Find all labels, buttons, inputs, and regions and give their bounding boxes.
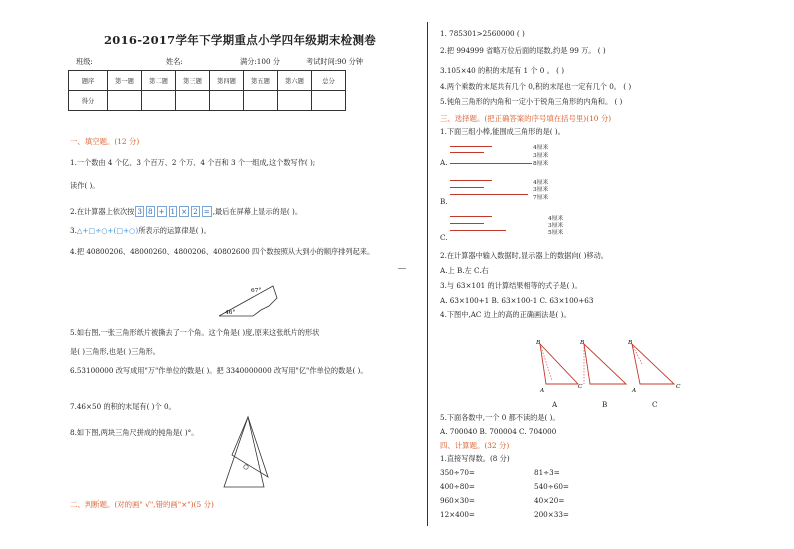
choice-5-options: A. 700040 B. 700004 C. 704000 [440, 427, 557, 436]
choice-2-options: A.上 B.左 C.右 [440, 266, 489, 275]
class-label: 班级: [76, 57, 93, 66]
question-3-suffix: 所表示的运算律是( )。 [138, 226, 211, 235]
choice-1-option-b: B. [440, 197, 448, 206]
section-3-header: 三、选择题。(把正确答案的序号填在括号里)(10 分) [440, 114, 612, 123]
exam-time: 考试时间:90 分钟 [306, 57, 363, 66]
choice-2: 2.在计算器中输入数据时,显示器上的数据向( )移动。 [440, 251, 608, 260]
stick [450, 152, 484, 153]
vertex-label: B [628, 340, 633, 346]
stick [450, 180, 492, 181]
stick [450, 187, 484, 188]
vertex-label: B [536, 340, 541, 346]
table-header-cell: 第三题 [176, 71, 210, 91]
table-header-cell: 第四题 [210, 71, 244, 91]
set-squares-figure [218, 415, 274, 495]
calc-key: 3 [137, 207, 142, 216]
calc-item: 350÷70= [440, 468, 475, 477]
calc-item: 400÷80= [440, 482, 475, 491]
stick-label: 3厘米 [548, 223, 564, 229]
section-4-header: 四、计算题。(32 分) [440, 441, 510, 450]
question-1-line-2: 读作( )。 [70, 181, 100, 190]
stick [450, 230, 506, 231]
choice-1-option-c: C. [440, 233, 448, 242]
triangle-1 [540, 344, 578, 384]
stick-label: 8厘米 [533, 161, 549, 167]
stick-label: 4厘米 [548, 216, 564, 222]
question-7: 7.46×50 的积的末尾有( )个 0。 [70, 402, 176, 411]
vertex-label: A [632, 388, 637, 394]
question-8: 8.如下图,两块三角尺拼成的钝角是( )°。 [70, 428, 199, 437]
stick-label: 3厘米 [533, 187, 549, 193]
table-header-cell: 第五题 [244, 71, 278, 91]
vertex-label: A [540, 388, 545, 394]
stick-label: 4厘米 [533, 180, 549, 186]
calc-item: 40×20= [534, 496, 565, 505]
table-header-cell: 第二题 [142, 71, 176, 91]
page-title: 2016-2017学年下学期重点小学四年级期末检测卷 [104, 33, 377, 47]
score-cell[interactable] [244, 91, 278, 111]
question-2 [70, 206, 302, 217]
question-2-suffix: ,最后在屏幕上显示的是( )。 [212, 207, 303, 216]
score-table-header-row [69, 71, 346, 91]
calc-key: 1 [170, 207, 176, 216]
choice-4-option-a: A [552, 400, 558, 409]
stick-label: 4厘米 [533, 145, 549, 151]
stick [450, 194, 528, 195]
full-score: 满分:100 分 [240, 57, 280, 66]
table-header-cell: 第一题 [108, 71, 142, 91]
triangles-figure [530, 336, 690, 394]
score-table [68, 70, 346, 111]
choice-3-options: A. 63×100+1 B. 63×100-1 C. 63×100+63 [440, 296, 594, 305]
vertex-label: B [580, 340, 585, 346]
hole-circle [244, 465, 248, 469]
page-divider [427, 22, 428, 526]
triangle-3 [632, 344, 674, 384]
stick-label: 3厘米 [533, 153, 549, 159]
question-6: 6.53100000 改写成用"万"作单位的数是( )。把 3340000000 改写用"亿"作单位的数是( )。 [70, 366, 368, 375]
stick-label: 5厘米 [548, 230, 564, 236]
law-symbols: △+□÷○+(□+○) [76, 226, 139, 235]
height-line-3 [632, 344, 642, 364]
choice-3: 3.与 63×101 的计算结果相等的式子是( )。 [440, 281, 582, 290]
judge-2: 2.把 994999 省略万位后面的尾数,约是 99 万。 ( ) [440, 46, 606, 55]
stick [450, 216, 492, 217]
calc-item: 12×400= [440, 510, 475, 519]
torn-triangle-figure [215, 276, 285, 322]
choice-4: 4.下图中,AC 边上的高的正确画法是( )。 [440, 310, 571, 319]
calc-1-title: 1.直接写得数。(8 分) [440, 454, 510, 463]
score-cell[interactable] [176, 91, 210, 111]
choice-4-option-b: B [602, 400, 608, 409]
name-label: 姓名: [166, 57, 183, 66]
score-cell[interactable] [142, 91, 176, 111]
question-2-prefix: 2.在计算器上依次按 [70, 207, 135, 216]
table-header-cell: 题序 [69, 71, 108, 91]
angle-46-label: 46° [225, 310, 236, 316]
question-1-line-1: 1.一个数由 4 个亿、3 个百万、2 个万、4 个百和 3 个一组成,这个数写作( ); [70, 158, 316, 167]
calc-item: 200×33= [534, 510, 569, 519]
choice-4-option-c: C [652, 400, 658, 409]
choice-5: 5.下面各数中,一个 0 都不读的是( )。 [440, 413, 560, 422]
angle-67-label: 67° [251, 288, 262, 294]
table-header-cell: 第六题 [278, 71, 312, 91]
height-line-1 [540, 344, 552, 380]
score-cell[interactable] [210, 91, 244, 111]
calc-key: 2 [193, 207, 198, 216]
section-1-header: 一、填空题。(12 分) [70, 137, 140, 146]
calc-key: + [158, 207, 165, 216]
divider [398, 268, 406, 269]
question-5-line-2: 是( )三角形,也是( )三角形。 [70, 347, 160, 356]
judge-3: 3.105×40 的积的末尾有 1 个 0 。 ( ) [440, 66, 564, 75]
score-table-row [69, 91, 346, 111]
score-cell[interactable] [108, 91, 142, 111]
stick [450, 146, 492, 147]
choice-1-option-a: A. [440, 158, 448, 167]
vertex-label: C [578, 384, 583, 390]
calc-key: 8 [147, 207, 153, 216]
section-2-header: 二、判断题。(对的画" √",错的画"×")(5 分) [70, 500, 214, 509]
score-cell[interactable] [312, 91, 346, 111]
calc-item: 960×30= [440, 496, 475, 505]
calc-item: 81÷3= [534, 468, 560, 477]
table-header-cell: 总分 [312, 71, 346, 91]
question-3 [70, 226, 211, 236]
stick [450, 163, 532, 164]
question-5-line-1: 5.如右图,一张三角形纸片被撕去了一个角。这个角是( )度,原来这张纸片的形状 [70, 328, 320, 337]
calc-key: × [181, 207, 188, 216]
calc-key: = [203, 207, 210, 216]
judge-5: 5.钝角三角形的内角和一定小于锐角三角形的内角和。 ( ) [440, 97, 623, 106]
score-cell[interactable] [278, 91, 312, 111]
choice-1: 1.下面三组小棒,能围成三角形的是( )。 [440, 127, 565, 136]
question-3-prefix: 3. [70, 226, 77, 235]
stick-label: 7厘米 [533, 195, 549, 201]
vertex-label: C [676, 384, 681, 390]
judge-1: 1. 785301>2560000 ( ) [440, 29, 525, 38]
question-4: 4.把 40800206、48000260、4800206、40802600 四个数按照从大到小的顺序排列起来。 [70, 247, 375, 256]
stick [450, 223, 484, 224]
table-row-label: 得分 [69, 91, 108, 111]
judge-4: 4.两个乘数的末尾共有几个 0,积的末尾也一定有几个 0。 ( ) [440, 82, 632, 91]
calc-item: 540÷60= [534, 482, 569, 491]
triangle-2 [584, 344, 626, 384]
